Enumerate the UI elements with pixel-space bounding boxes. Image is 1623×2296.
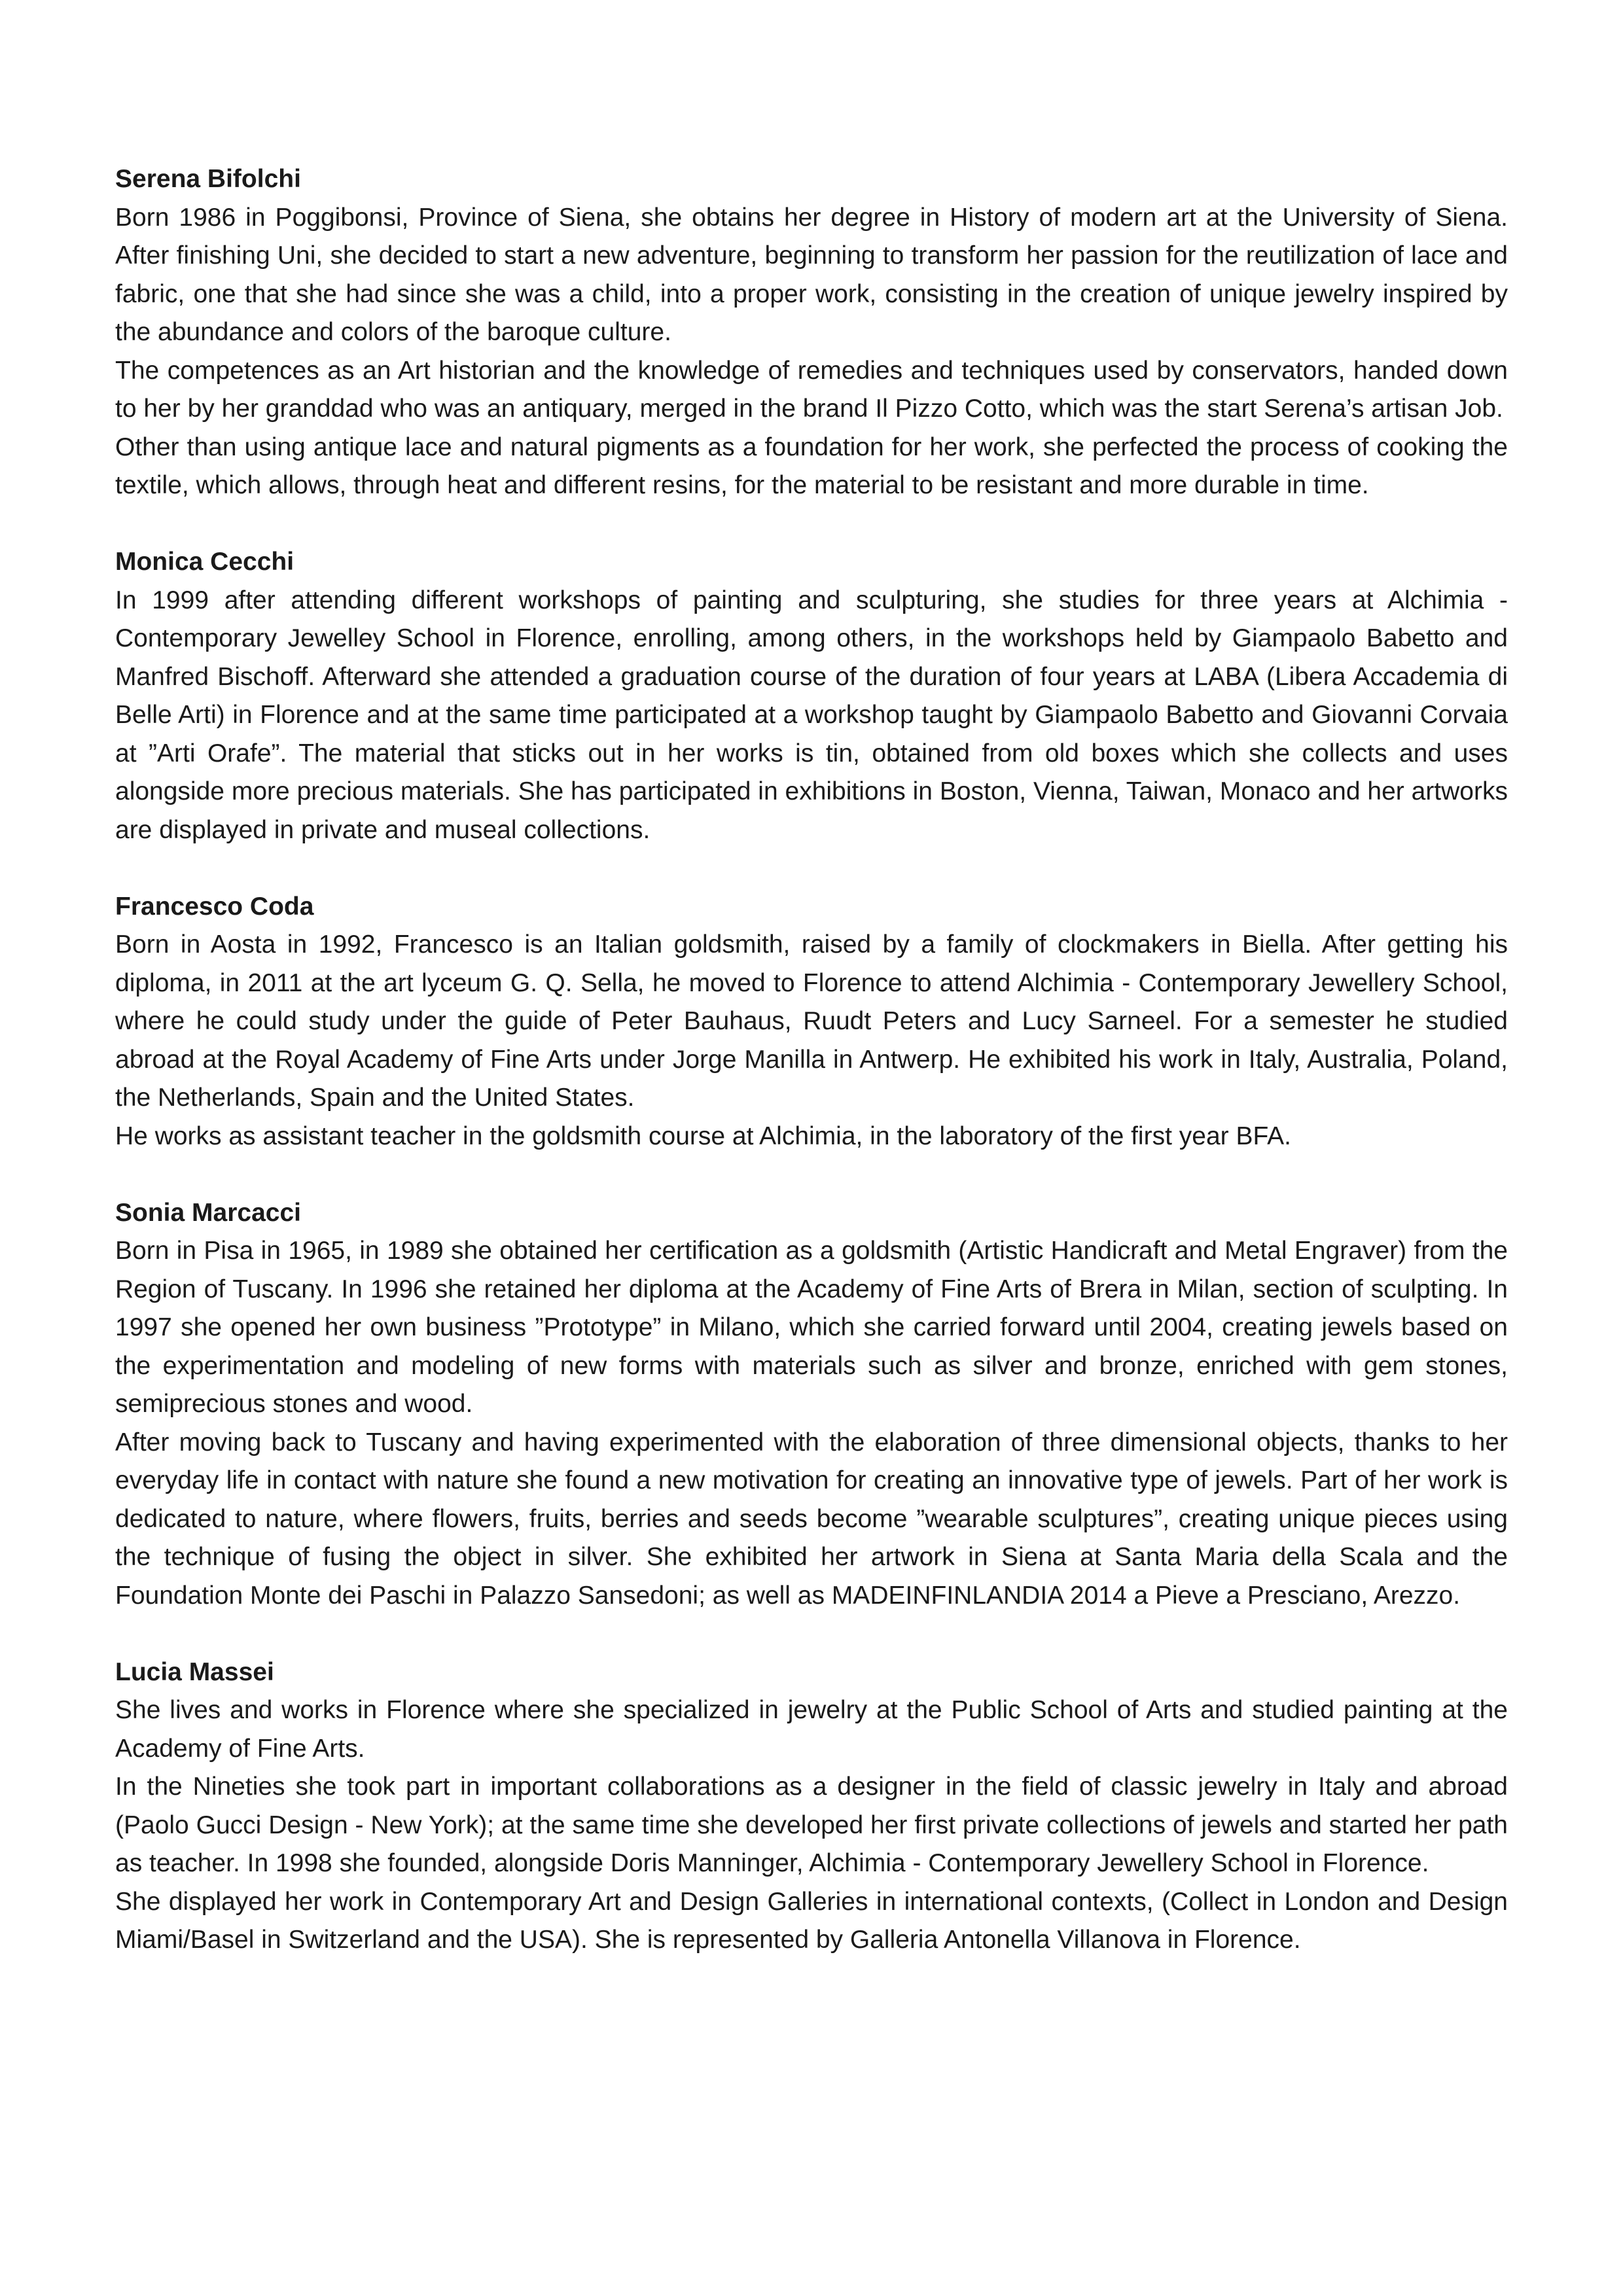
bio-name: Serena Bifolchi bbox=[115, 165, 301, 193]
bio-paragraph: She displayed her work in Contemporary Art and Design Galleries in international contexts, (Collect in London and Design Miami/Basel in Switzerland and the USA). She is represented by Galleria Antonella Villanova in Florence. bbox=[115, 1887, 1508, 1954]
bio-paragraph: He works as assistant teacher in the goldsmith course at Alchimia, in the laboratory of the first year BFA. bbox=[115, 1122, 1291, 1150]
bio-paragraph: Born 1986 in Poggibonsi, Province of Siena, she obtains her degree in History of modern art at the University of Siena. After finishing Uni, she decided to start a new adventure, beginning to transform her passion for the reutilization of lace and fabric, one that she had since she was a child, into a proper work, consisting in the creation of unique jewelry inspired by the abundance and colors of the baroque culture. bbox=[115, 203, 1508, 346]
bio-section-sonia-marcacci bbox=[115, 1194, 1508, 1616]
bio-name: Lucia Massei bbox=[115, 1657, 274, 1686]
bio-paragraph: The competences as an Art historian and the knowledge of remedies and techniques used by conservators, handed down to her by her granddad who was an antiquary, merged in the brand Il Pizzo Cotto, which was the start Serena’s artisan Job. bbox=[115, 356, 1508, 423]
bio-paragraph: Other than using antique lace and natural pigments as a foundation for her work, she perfected the process of cooking the textile, which allows, through heat and different resins, for the material to be resistant and more durable in time. bbox=[115, 433, 1508, 499]
bio-section-serena-bifolchi bbox=[115, 160, 1508, 505]
bio-section-lucia-massei bbox=[115, 1653, 1508, 1960]
bio-paragraph: She lives and works in Florence where she specialized in jewelry at the Public School of Arts and studied painting at the Academy of Fine Arts. bbox=[115, 1696, 1508, 1763]
bio-name: Sonia Marcacci bbox=[115, 1198, 301, 1227]
bio-section-francesco-coda bbox=[115, 888, 1508, 1156]
bio-list bbox=[115, 160, 1508, 1998]
bio-section-monica-cecchi bbox=[115, 543, 1508, 849]
bio-name: Francesco Coda bbox=[115, 892, 314, 921]
bio-name: Monica Cecchi bbox=[115, 548, 294, 576]
bio-paragraph: In 1999 after attending different workshops of painting and sculpturing, she studies for three years at Alchimia - Contemporary Jewelley School in Florence, enrolling, among others, in the workshops held by Giampaolo Babetto and Manfred Bischoff. Afterward she attended a graduation course of the duration of four years at LABA (Libera Accademia di Belle Arti) in Florence and at the same time participated at a workshop taught by Giampaolo Babetto and Giovanni Corvaia at ”Arti Orafe”. The material that sticks out in her works is tin, obtained from old boxes which she collects and uses alongside more precious materials. She has participated in exhibitions in Boston, Vienna, Taiwan, Monaco and her artworks are displayed in private and museal collections. bbox=[115, 586, 1508, 844]
bio-paragraph: Born in Pisa in 1965, in 1989 she obtained her certification as a goldsmith (Artistic Handicraft and Metal Engraver) from the Region of Tuscany. In 1996 she retained her diploma at the Academy of Fine Arts of Brera in Milan, section of sculpting. In 1997 she opened her own business ”Prototype” in Milano, which she carried forward until 2004, creating jewels based on the experimentation and modeling of new forms with materials such as silver and bronze, enriched with gem stones, semiprecious stones and wood. bbox=[115, 1237, 1508, 1418]
bio-paragraph: After moving back to Tuscany and having experimented with the elaboration of three dimensional objects, thanks to her everyday life in contact with nature she found a new motivation for creating an innovative type of jewels. Part of her work is dedicated to nature, where flowers, fruits, berries and seeds become ”wearable sculptures”, creating unique pieces using the technique of fusing the object in silver. She exhibited her artwork in Siena at Santa Maria della Scala and the Foundation Monte dei Paschi in Palazzo Sansedoni; as well as MADEINFINLANDIA 2014 a Pieve a Presciano, Arezzo. bbox=[115, 1428, 1508, 1610]
bio-paragraph: In the Nineties she took part in important collaborations as a designer in the field of classic jewelry in Italy and abroad (Paolo Gucci Design - New York); at the same time she developed her first private collections of jewels and started her path as teacher. In 1998 she founded, alongside Doris Manninger, Alchimia - Contemporary Jewellery School in Florence. bbox=[115, 1773, 1508, 1877]
bio-paragraph: Born in Aosta in 1992, Francesco is an Italian goldsmith, raised by a family of clockmakers in Biella. After getting his diploma, in 2011 at the art lyceum G. Q. Sella, he moved to Florence to attend Alchimia - Contemporary Jewellery School, where he could study under the guide of Peter Bauhaus, Ruudt Peters and Lucy Sarneel. For a semester he studied abroad at the Royal Academy of Fine Arts under Jorge Manilla in Antwerp. He exhibited his work in Italy, Australia, Poland, the Netherlands, Spain and the United States. bbox=[115, 930, 1508, 1112]
